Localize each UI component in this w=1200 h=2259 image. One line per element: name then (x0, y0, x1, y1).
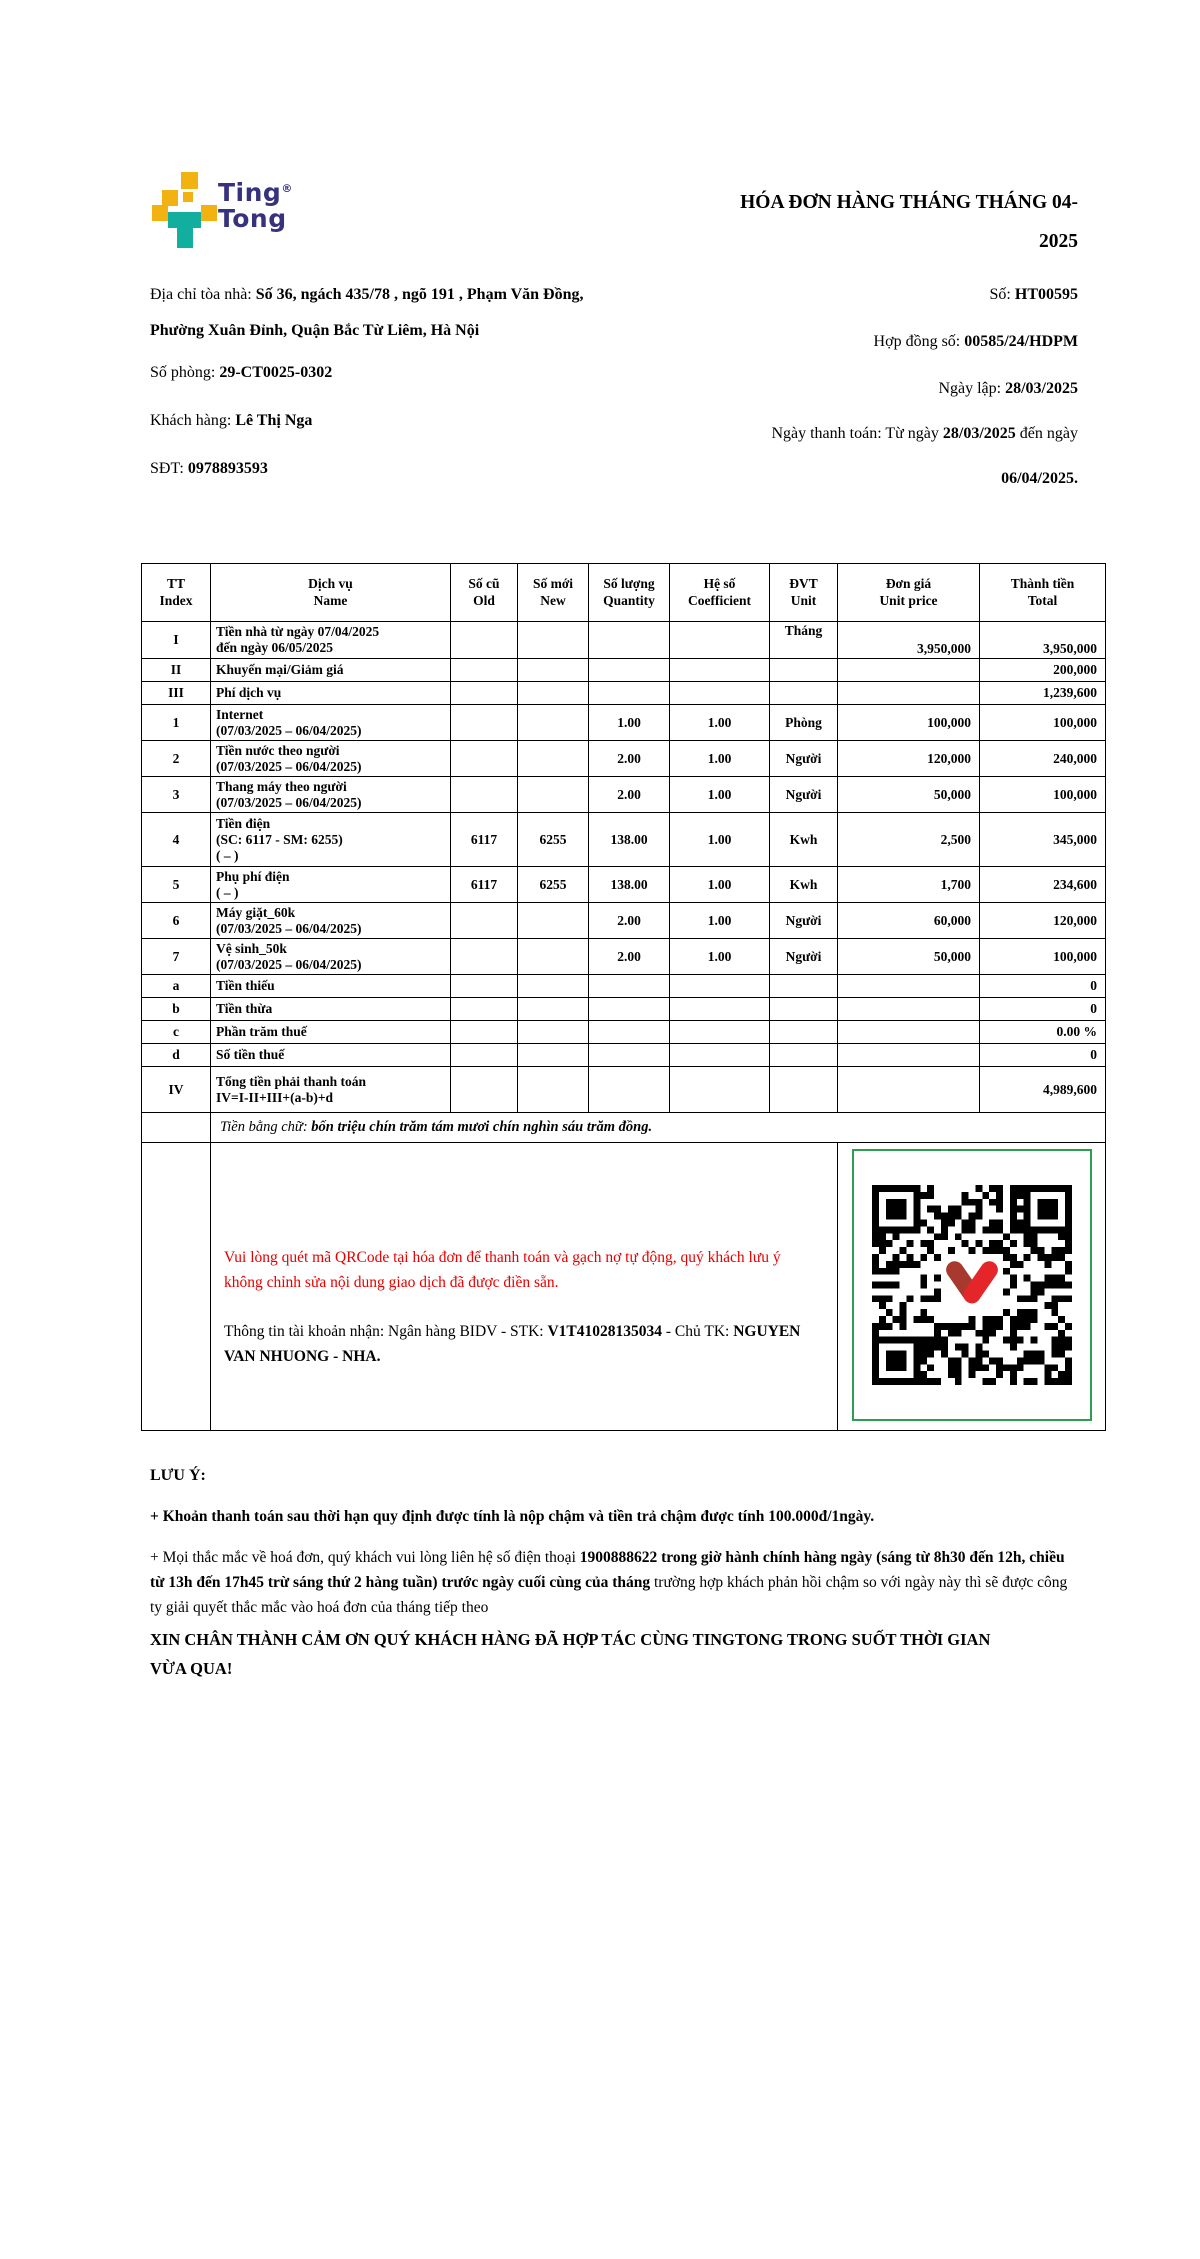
col-header-new: Số mới New (518, 564, 589, 622)
row-electricity: 4 Tiền điện (SC: 6117 - SM: 6255) ( – ) 6117 6255 138.00 1.00 Kwh 2,500 345,000 (142, 813, 1106, 867)
row-rent: I Tiền nhà từ ngày 07/04/2025 đến ngày 06/05/2025 Tháng 3,950,000 3,950,000 (142, 622, 1106, 659)
row-total: IV Tổng tiền phải thanh toán IV=I-II+III+(a-b)+d 4,989,600 (142, 1067, 1106, 1113)
payment-period-line2: 06/04/2025. (1001, 470, 1078, 487)
col-header-name: Dịch vụ Name (211, 564, 451, 622)
col-header-quantity: Số lượng Quantity (589, 564, 670, 622)
vietqr-v-icon (972, 1270, 989, 1295)
row-electricity-surcharge: 5 Phụ phí điện ( – ) 6117 6255 138.00 1.00 Kwh 1,700 234,600 (142, 867, 1106, 903)
row-amount-in-words (142, 1113, 1106, 1143)
row-qr (142, 1143, 1106, 1431)
row-excess: b Tiền thừa 0 (142, 998, 1106, 1021)
qr-instruction: Vui lòng quét mã QRCode tại hóa đơn để thanh toán và gạch nợ tự động, quý khách lưu ý không chỉnh sửa nội dung giao dịch đã được điền sẵn. (224, 1249, 781, 1291)
row-internet: 1 Internet (07/03/2025 – 06/04/2025) 1.00 1.00 Phòng 100,000 100,000 (142, 705, 1106, 741)
room-number: Số phòng: 29-CT0025-0302 (150, 364, 333, 381)
issue-date: Ngày lập: 28/03/2025 (938, 380, 1078, 397)
qr-code (872, 1185, 1072, 1385)
tingtong-logo-text: Ting® Tong (218, 178, 293, 233)
row-service-fee: III Phí dịch vụ 1,239,600 (142, 682, 1106, 705)
col-header-coefficient: Hệ số Coefficient (670, 564, 770, 622)
contract-number: Hợp đồng số: 00585/24/HDPM (873, 333, 1078, 350)
qr-code-frame (852, 1149, 1092, 1421)
registered-mark: ® (281, 182, 293, 195)
row-shortage: a Tiền thiếu 0 (142, 975, 1106, 998)
table-header-row (142, 564, 1106, 622)
payment-period-line1: Ngày thanh toán: Từ ngày 28/03/2025 đến ngày (771, 425, 1078, 442)
col-header-unit: ĐVT Unit (770, 564, 838, 622)
row-discount: II Khuyến mại/Giảm giá 200,000 (142, 659, 1106, 682)
col-header-unit-price: Đơn giá Unit price (838, 564, 980, 622)
notes-title: LƯU Ý: (150, 1467, 206, 1484)
customer-name: Khách hàng: Lê Thị Nga (150, 412, 313, 429)
row-elevator: 3 Thang máy theo người (07/03/2025 – 06/04/2025) 2.00 1.00 Người 50,000 100,000 (142, 777, 1106, 813)
note-hotline: + Mọi thắc mắc về hoá đơn, quý khách vui lòng liên hệ số điện thoại 1900888622 trong giờ hành chính hàng ngày (sáng từ 8h30 đến 12h, chiều từ 13h đến 17h45 trừ sáng thứ 2 hàng tuần) trước ngày cuối cùng của tháng trường hợp khách phản hồi chậm so với ngày này thì sẽ được công ty giải quyết thắc mắc vào hoá đơn của tháng tiếp theo (150, 1549, 1068, 1616)
customer-phone: SĐT: 0978893593 (150, 460, 268, 477)
row-water: 2 Tiền nước theo người (07/03/2025 – 06/04/2025) 2.00 1.00 Người 120,000 240,000 (142, 741, 1106, 777)
invoice-title: HÓA ĐƠN HÀNG THÁNG THÁNG 04- 2025 (740, 192, 1078, 252)
col-header-index: TT Index (142, 564, 211, 622)
building-address-line1: Địa chỉ tòa nhà: Số 36, ngách 435/78 , ngõ 191 , Phạm Văn Đồng, (150, 286, 584, 303)
note-late-payment: + Khoản thanh toán sau thời hạn quy định được tính là nộp chậm và tiền trả chậm được tính 100.000đ/1ngày. (150, 1508, 875, 1525)
row-laundry: 6 Máy giặt_60k (07/03/2025 – 06/04/2025) 2.00 1.00 Người 60,000 120,000 (142, 903, 1106, 939)
row-cleaning: 7 Vệ sinh_50k (07/03/2025 – 06/04/2025) 2.00 1.00 Người 50,000 100,000 (142, 939, 1106, 975)
col-header-old: Số cũ Old (451, 564, 518, 622)
building-address-line2: Phường Xuân Đỉnh, Quận Bắc Từ Liêm, Hà Nội (150, 322, 480, 339)
thanks-message: XIN CHÂN THÀNH CẢM ƠN QUÝ KHÁCH HÀNG ĐÃ HỢP TÁC CÙNG TINGTONG TRONG SUỐT THỜI GIAN VỪA QUA! (150, 1630, 991, 1678)
invoice-number: Số: HT00595 (989, 286, 1078, 303)
services-table (141, 563, 1106, 1431)
col-header-total: Thành tiền Total (980, 564, 1106, 622)
account-info: Thông tin tài khoản nhận: Ngân hàng BIDV - STK: V1T41028135034 - Chủ TK: NGUYEN VAN NHUONG - NHA. (224, 1323, 801, 1365)
amount-in-words: Tiền bằng chữ: bốn triệu chín trăm tám mươi chín nghìn sáu trăm đồng. (211, 1113, 1106, 1143)
row-tax-amount: d Số tiền thuế 0 (142, 1044, 1106, 1067)
row-tax-percent: c Phần trăm thuế 0.00 % (142, 1021, 1106, 1044)
